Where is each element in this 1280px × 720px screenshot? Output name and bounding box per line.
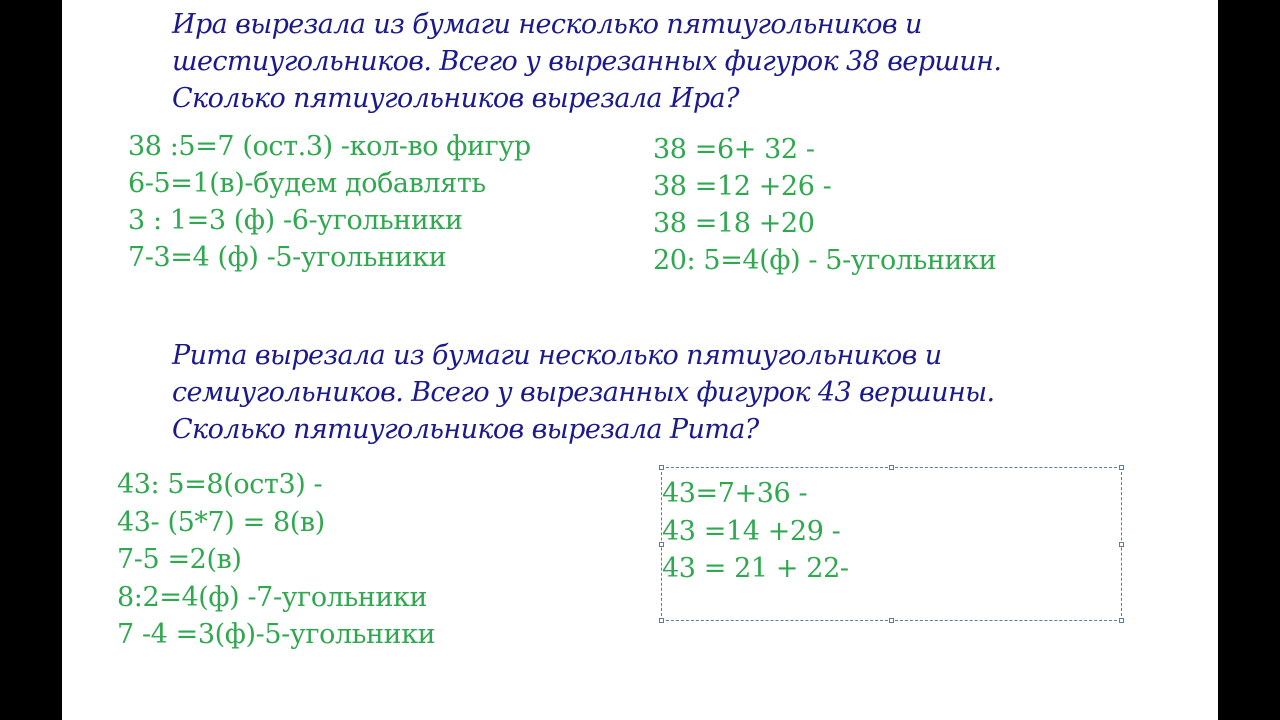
solution-2-right[interactable] — [662, 475, 849, 588]
solution-line[interactable]: 43=7+36 - — [662, 478, 808, 509]
solution-1-left — [128, 128, 531, 276]
solution-line: 3 : 1=3 (ф) -6-угольники — [128, 205, 463, 236]
problem-1-line: Сколько пятиугольников вырезала Ира? — [172, 83, 739, 114]
solution-line[interactable]: 43 = 21 + 22- — [662, 553, 849, 584]
solution-line: 7-5 =2(в) — [117, 544, 242, 575]
solution-2-left — [117, 466, 435, 654]
resize-handle-right[interactable] — [1119, 542, 1124, 547]
solution-line: 7-3=4 (ф) -5-угольники — [128, 242, 447, 273]
resize-handle-bottom-right[interactable] — [1119, 618, 1124, 623]
solution-line: 43- (5*7) = 8(в) — [117, 506, 325, 538]
resize-handle-top-left[interactable] — [659, 465, 664, 470]
problem-2-line: семиугольников. Всего у вырезанных фигурок 43 вершины. — [172, 377, 995, 408]
solution-line: 38 =6+ 32 - — [653, 134, 815, 165]
solution-line: 43: 5=8(ост3) - — [117, 469, 323, 500]
problem-1-line: шестиугольников. Всего у вырезанных фигурок 38 вершин. — [172, 46, 1002, 77]
problem-1-text — [172, 6, 1001, 117]
solution-line: 6-5=1(в)-будем добавлять — [128, 168, 486, 199]
solution-line: 20: 5=4(ф) - 5-угольники — [653, 245, 997, 276]
resize-handle-top-right[interactable] — [1119, 465, 1124, 470]
solution-line: 38 =12 +26 - — [653, 171, 832, 202]
problem-2-line: Рита вырезала из бумаги несколько пятиугольников и — [172, 340, 942, 371]
solution-line: 7 -4 =3(ф)-5-угольники — [117, 619, 436, 650]
solution-line: 38 :5=7 (ост.3) -кол-во фигур — [128, 131, 531, 162]
solution-line: 8:2=4(ф) -7-угольники — [117, 581, 428, 613]
resize-handle-bottom-left[interactable] — [659, 618, 664, 623]
solution-line[interactable]: 43 =14 +29 - — [662, 515, 841, 547]
slide — [62, 0, 1218, 720]
resize-handle-top[interactable] — [889, 465, 894, 470]
resize-handle-bottom[interactable] — [889, 618, 894, 623]
solution-line: 38 =18 +20 — [653, 208, 815, 239]
problem-2-line: Сколько пятиугольников вырезала Рита? — [172, 414, 759, 445]
problem-1-line: Ира вырезала из бумаги несколько пятиугольников и — [172, 9, 922, 40]
problem-2-text — [172, 337, 995, 448]
solution-1-right — [653, 131, 996, 279]
selected-text-box[interactable] — [661, 467, 1122, 621]
